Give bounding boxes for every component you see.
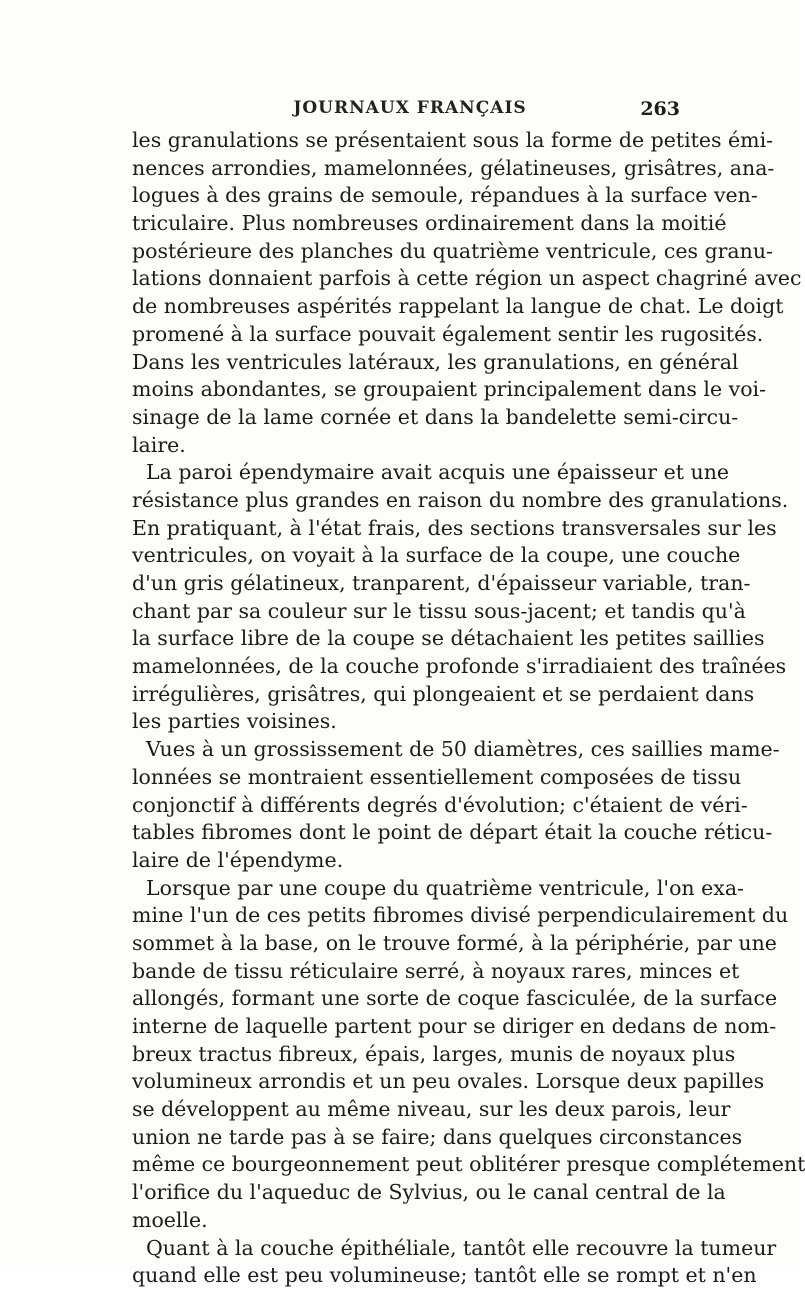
text-line: ventricules, on voyait à la surface de la coupe, une couche: [132, 543, 741, 568]
text-line: Quant à la couche épithéliale, tantôt elle recouvre la tumeur: [146, 1235, 777, 1260]
text-line: Lorsque par une coupe du quatrième ventricule, l'on exa-: [146, 875, 744, 900]
text-line: bande de tissu réticulaire serré, à noyaux rares, minces et: [132, 958, 740, 983]
text-line: l'orifice du l'aqueduc de Sylvius, ou le canal central de la: [132, 1180, 726, 1205]
text-line: allongés, formant une sorte de coque fasciculée, de la surface: [132, 986, 778, 1011]
text-line: résistance plus grandes en raison du nombre des granulations.: [132, 487, 789, 512]
text-line: chant par sa couleur sur le tissu sous-jacent; et tandis qu'à: [132, 598, 746, 623]
text-line: postérieure des planches du quatrième ventricule, ces granu-: [132, 238, 773, 263]
text-line: conjonctif à différents degrés d'évolution; c'étaient de véri-: [132, 792, 748, 817]
text-line: promené à la surface pouvait également sentir les rugosités.: [132, 321, 764, 346]
text-line: laire.: [132, 432, 186, 457]
text-line: de nombreuses aspérités rappelant la langue de chat. Le doigt: [132, 294, 784, 319]
text-line: nences arrondies, mamelonnées, gélatineuses, grisâtres, ana-: [132, 155, 775, 180]
text-line: logues à des grains de semoule, répandues à la surface ven-: [132, 183, 758, 208]
text-line: triculaire. Plus nombreuses ordinairement dans la moitié: [132, 211, 727, 236]
text-line: la surface libre de la coupe se détachaient les petites saillies: [132, 626, 765, 651]
text-line: moins abondantes, se groupaient principalement dans le voi-: [132, 377, 767, 402]
text-line: même ce bourgeonnement peut oblitérer presque complétement: [132, 1152, 805, 1177]
text-line: se développent au même niveau, sur les deux parois, leur: [132, 1097, 731, 1122]
text-line: sinage de la lame cornée et dans la bandelette semi-circu-: [132, 404, 739, 429]
text-line: interne de laquelle partent pour se diriger en dedans de nom-: [132, 1014, 777, 1038]
text-line: La paroi épendymaire avait acquis une épaisseur et une: [146, 460, 730, 485]
text-line: mine l'un de ces petits fibromes divisé perpendiculairement du: [132, 903, 789, 928]
text-line: tables fibromes dont le point de départ était la couche réticu-: [132, 820, 773, 845]
text-line: laire de l'épendyme.: [132, 847, 344, 872]
page-header: [140, 98, 680, 126]
text-line: En pratiquant, à l'état frais, des sections transversales sur les: [132, 515, 777, 540]
text-line: Vues à un grossissement de 50 diamètres, ces saillies mame-: [146, 737, 780, 762]
text-line: les parties voisines.: [132, 709, 337, 734]
text-line: union ne tarde pas à se faire; dans quelques circonstances: [132, 1124, 743, 1149]
text-line: d'un gris gélatineux, tranparent, d'épaisseur variable, tran-: [132, 571, 751, 595]
page-number: 263: [640, 98, 680, 120]
running-title: JOURNAUX FRANÇAIS: [293, 98, 527, 118]
text-line: moelle.: [132, 1207, 208, 1232]
text-line: Dans les ventricules latéraux, les granulations, en général: [132, 349, 739, 374]
text-line: lations donnaient parfois à cette région un aspect chagriné avec: [132, 266, 802, 291]
text-line: mamelonnées, de la couche profonde s'irradiaient des traînées: [132, 654, 787, 679]
text-line: sommet à la base, on le trouve formé, à la périphérie, par une: [132, 930, 777, 955]
text-line: breux tractus fibreux, épais, larges, munis de noyaux plus: [132, 1041, 736, 1066]
body-text: [132, 127, 805, 1290]
text-line: lonnées se montraient essentiellement composées de tissu: [132, 764, 742, 789]
text-line: les granulations se présentaient sous la forme de petites émi-: [132, 128, 774, 152]
text-line: quand elle est peu volumineuse; tantôt elle se rompt et n'en: [132, 1263, 757, 1288]
text-line: irrégulières, grisâtres, qui plongeaient et se perdaient dans: [132, 681, 755, 706]
text-line: volumineux arrondis et un peu ovales. Lorsque deux papilles: [132, 1069, 765, 1094]
